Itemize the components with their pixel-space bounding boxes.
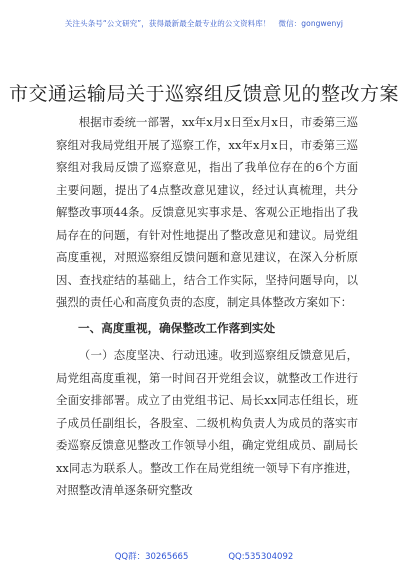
section-heading: 一、高度重视，确保整改工作落到实处 [78,320,276,335]
qq-text: QQ:535304092 [228,552,294,562]
qq-group-text: QQ群：30265665 [114,552,189,562]
header-banner [0,18,408,29]
wechat-label: 微信：gongwenyj [278,19,344,28]
intro-paragraph: 根据市委统一部署，xx年x月x日至x月x日，市委第三巡察组对我局党组开展了巡察工作，xx年x月x日，市委第三巡察组对我局反馈了巡察意见，指出了我单位存在的6个方面主要问题，提出了4点整改意见建议，经过认真梳理，共分解整改事项44条。反馈意见实事求是、客观公正地指出了我局存在的问题，有针对性地提出了整改意见和建议。局党组高度重视，对照巡察组反馈问题和意见建议，在深入分析原因、查找症结的基础上，结合工作实际，坚持问题导向，以强烈的责任心和高度负责的态度，制定具体整改方案如下： [56,115,358,309]
document-body [56,111,358,502]
banner-text: 关注头条号“公文研究”，获得最新最全最专业的公文资料库！ [64,19,271,28]
section-paragraph: （一）态度坚决、行动迅速。收到巡察组反馈意见后，局党组高度重视，第一时间召开党组会议，就整改工作进行全面安排部署。成立了由党组书记、局长xx同志任组长，班子成员任副组长，各股室、二级机构负责人为成员的落实市委巡察反馈意见整改工作领导小组，确定党组成员、副局长xx同志为联系人。整改工作在局党组统一领导下有序推进，对照整改清单逐条研究整改 [56,348,358,497]
document-title: 市交通运输局关于巡察组反馈意见的整改方案 [8,83,399,105]
footer-contact [0,550,408,562]
